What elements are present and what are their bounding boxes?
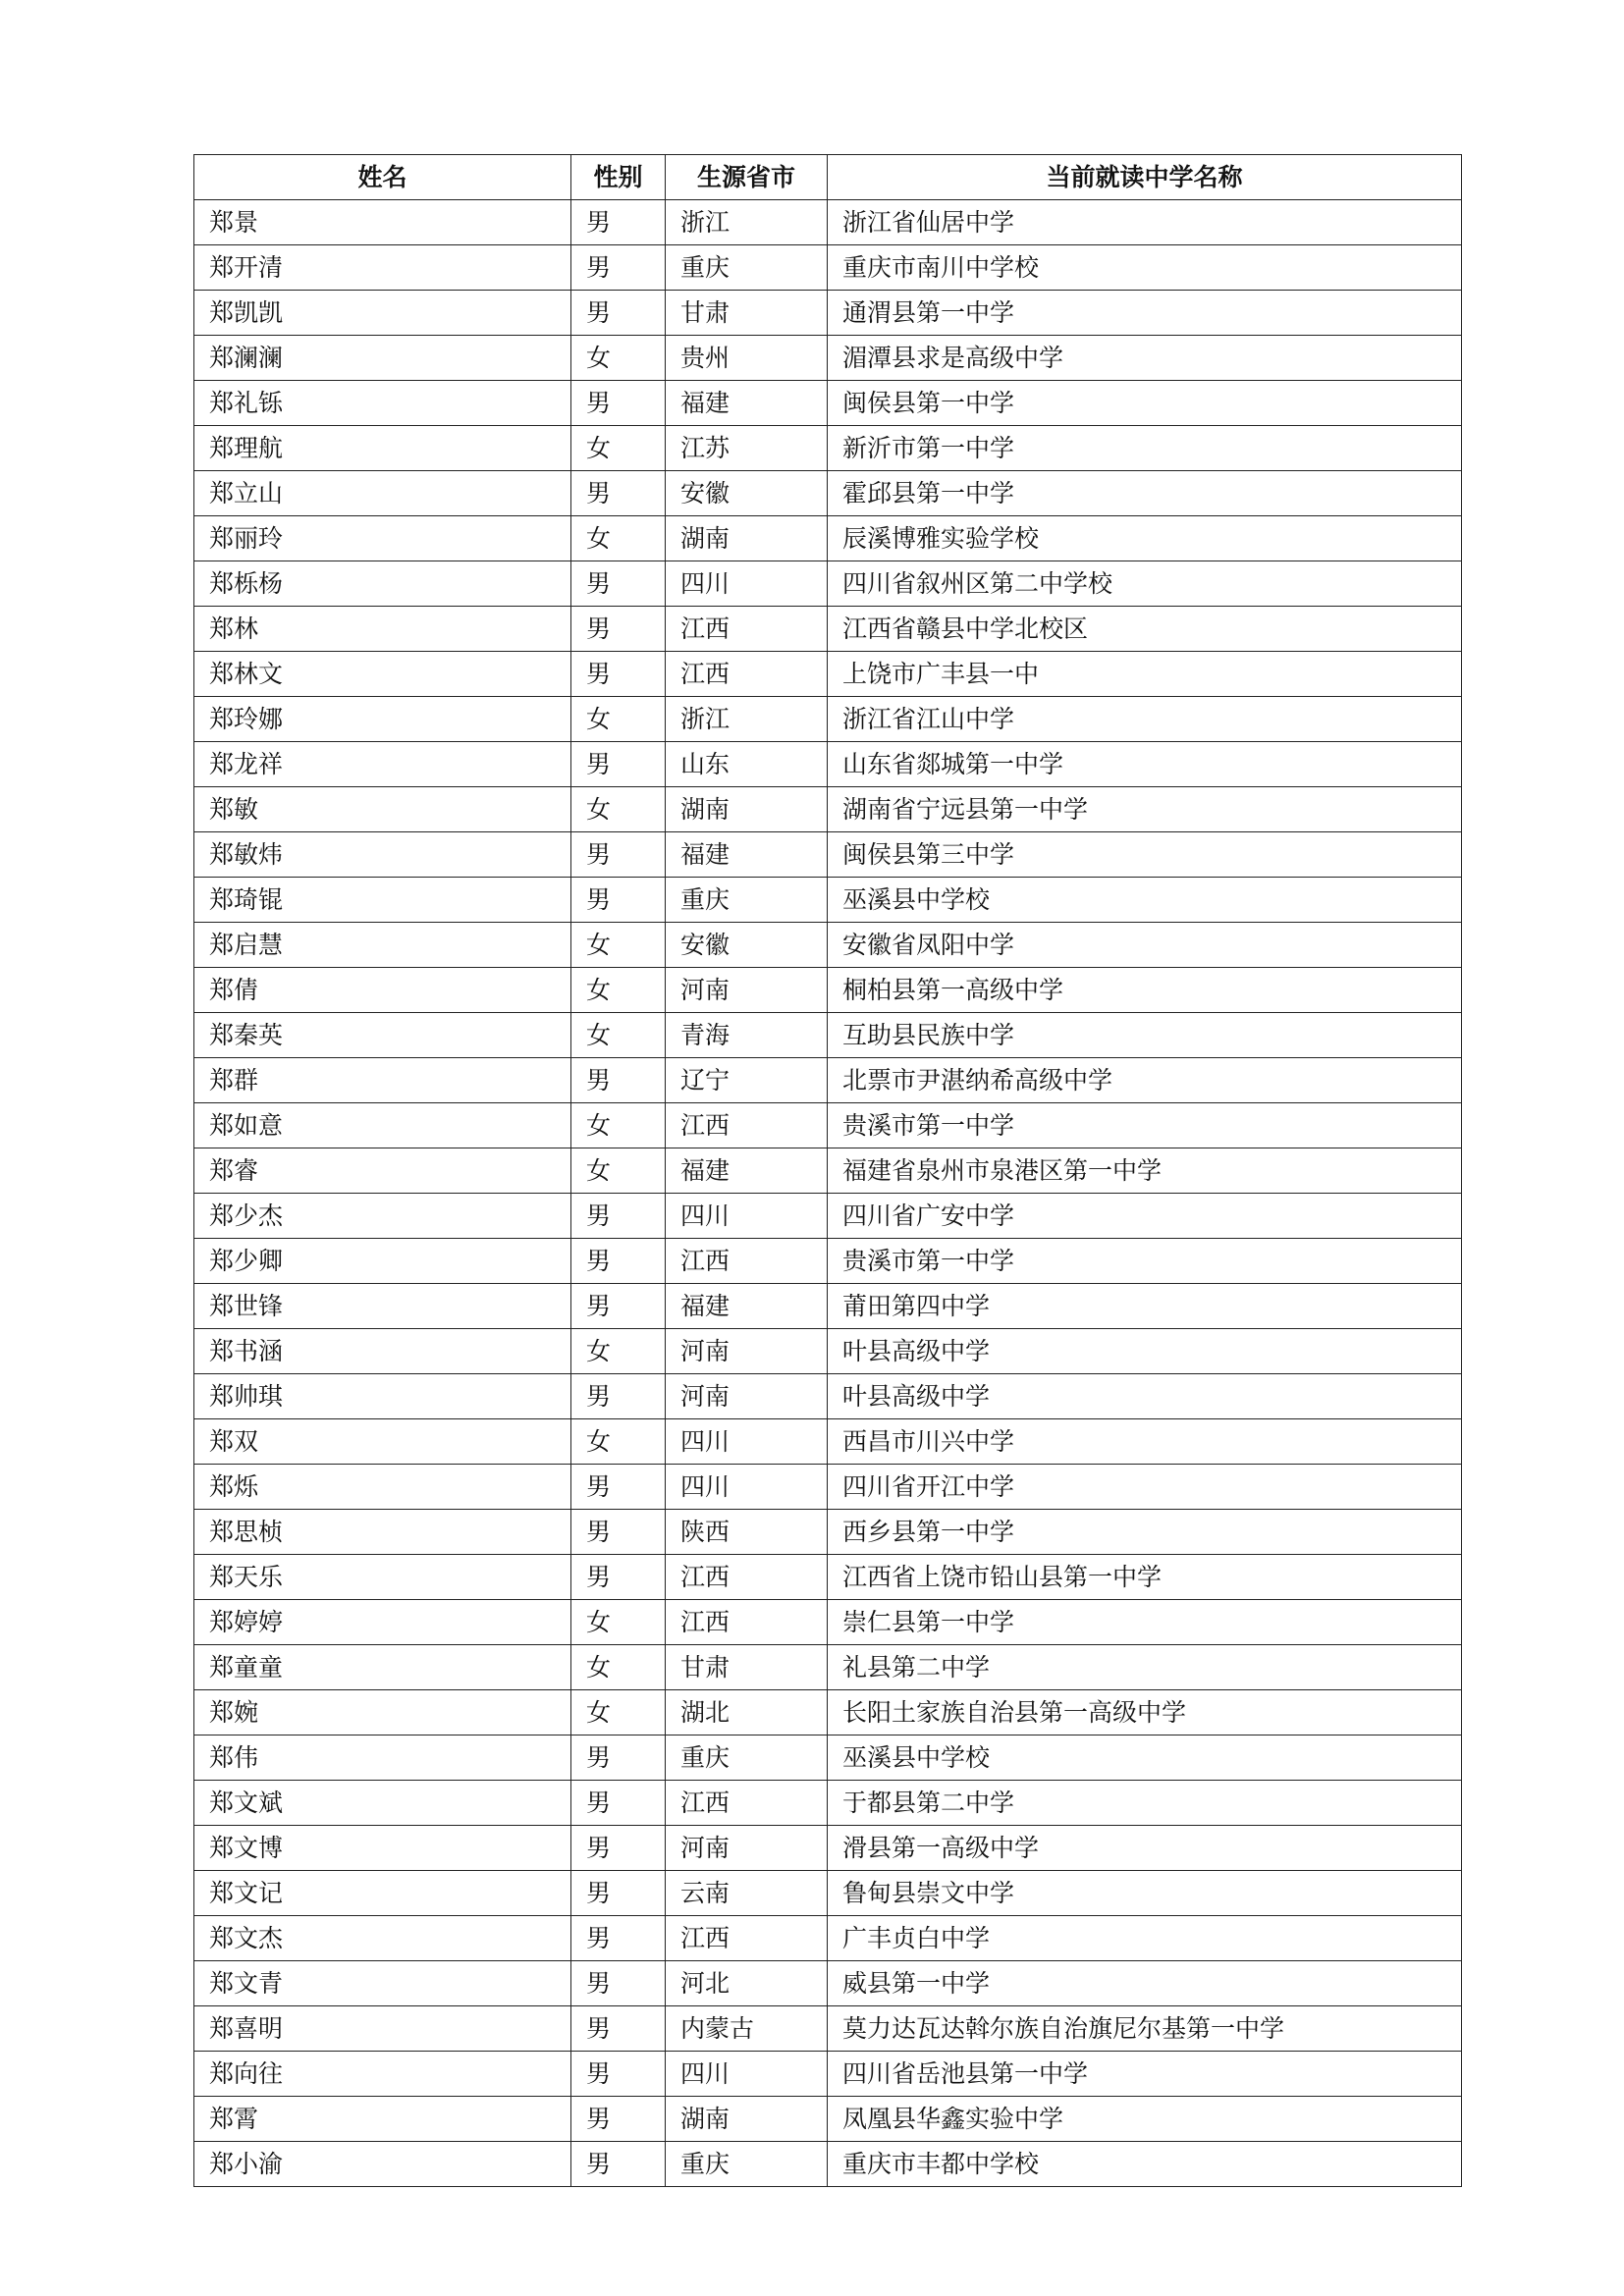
- cell-name: 郑开清: [194, 245, 571, 291]
- cell-gender: 男: [571, 878, 666, 923]
- cell-name: 郑理航: [194, 426, 571, 471]
- cell-province: 福建: [666, 381, 828, 426]
- cell-province: 河南: [666, 1374, 828, 1419]
- cell-school: 巫溪县中学校: [828, 878, 1462, 923]
- cell-gender: 女: [571, 1013, 666, 1058]
- table-row: [194, 1961, 1462, 2006]
- cell-name: 郑林: [194, 607, 571, 652]
- cell-name: 郑倩: [194, 968, 571, 1013]
- table-row: [194, 1465, 1462, 1510]
- cell-school: 四川省广安中学: [828, 1194, 1462, 1239]
- cell-province: 河南: [666, 1329, 828, 1374]
- table-row: [194, 1239, 1462, 1284]
- cell-province: 河南: [666, 1826, 828, 1871]
- cell-name: 郑立山: [194, 471, 571, 516]
- student-table: [193, 154, 1462, 2187]
- cell-school: 福建省泉州市泉港区第一中学: [828, 1148, 1462, 1194]
- cell-name: 郑世锋: [194, 1284, 571, 1329]
- cell-province: 湖南: [666, 516, 828, 561]
- cell-school: 凤凰县华鑫实验中学: [828, 2097, 1462, 2142]
- cell-name: 郑文青: [194, 1961, 571, 2006]
- cell-province: 江西: [666, 1781, 828, 1826]
- cell-province: 江西: [666, 1600, 828, 1645]
- cell-name: 郑思桢: [194, 1510, 571, 1555]
- cell-name: 郑文记: [194, 1871, 571, 1916]
- cell-school: 江西省上饶市铅山县第一中学: [828, 1555, 1462, 1600]
- table-row: [194, 1329, 1462, 1374]
- cell-province: 重庆: [666, 1735, 828, 1781]
- cell-name: 郑霄: [194, 2097, 571, 2142]
- cell-school: 湖南省宁远县第一中学: [828, 787, 1462, 832]
- cell-name: 郑伟: [194, 1735, 571, 1781]
- cell-name: 郑书涵: [194, 1329, 571, 1374]
- cell-name: 郑喜明: [194, 2006, 571, 2052]
- cell-gender: 女: [571, 923, 666, 968]
- cell-name: 郑启慧: [194, 923, 571, 968]
- cell-name: 郑丽玲: [194, 516, 571, 561]
- cell-province: 江西: [666, 652, 828, 697]
- table-row: [194, 2142, 1462, 2187]
- cell-school: 闽侯县第一中学: [828, 381, 1462, 426]
- cell-gender: 男: [571, 1961, 666, 2006]
- cell-school: 礼县第二中学: [828, 1645, 1462, 1690]
- cell-school: 浙江省江山中学: [828, 697, 1462, 742]
- table-row: [194, 245, 1462, 291]
- cell-province: 江西: [666, 1555, 828, 1600]
- cell-school: 叶县高级中学: [828, 1329, 1462, 1374]
- cell-province: 山东: [666, 742, 828, 787]
- table-row: [194, 381, 1462, 426]
- table-row: [194, 652, 1462, 697]
- cell-school: 四川省叙州区第二中学校: [828, 561, 1462, 607]
- cell-name: 郑双: [194, 1419, 571, 1465]
- table-row: [194, 561, 1462, 607]
- cell-name: 郑景: [194, 200, 571, 245]
- cell-province: 青海: [666, 1013, 828, 1058]
- cell-school: 山东省郯城第一中学: [828, 742, 1462, 787]
- cell-name: 郑龙祥: [194, 742, 571, 787]
- cell-name: 郑栎杨: [194, 561, 571, 607]
- cell-school: 通渭县第一中学: [828, 291, 1462, 336]
- cell-gender: 男: [571, 1871, 666, 1916]
- table-row: [194, 832, 1462, 878]
- cell-gender: 男: [571, 1239, 666, 1284]
- cell-province: 甘肃: [666, 1645, 828, 1690]
- cell-gender: 男: [571, 607, 666, 652]
- cell-school: 新沂市第一中学: [828, 426, 1462, 471]
- cell-school: 霍邱县第一中学: [828, 471, 1462, 516]
- cell-gender: 女: [571, 516, 666, 561]
- table-row: [194, 1826, 1462, 1871]
- cell-gender: 女: [571, 968, 666, 1013]
- cell-gender: 男: [571, 1510, 666, 1555]
- cell-province: 浙江: [666, 200, 828, 245]
- cell-province: 河南: [666, 968, 828, 1013]
- cell-school: 叶县高级中学: [828, 1374, 1462, 1419]
- cell-province: 重庆: [666, 878, 828, 923]
- table-row: [194, 878, 1462, 923]
- cell-province: 江西: [666, 1916, 828, 1961]
- table-row: [194, 1374, 1462, 1419]
- cell-province: 湖北: [666, 1690, 828, 1735]
- table-row: [194, 1284, 1462, 1329]
- cell-province: 甘肃: [666, 291, 828, 336]
- table-row: [194, 607, 1462, 652]
- cell-gender: 男: [571, 1058, 666, 1103]
- cell-school: 威县第一中学: [828, 1961, 1462, 2006]
- table-row: [194, 200, 1462, 245]
- cell-gender: 男: [571, 1781, 666, 1826]
- table-row: [194, 2006, 1462, 2052]
- cell-school: 滑县第一高级中学: [828, 1826, 1462, 1871]
- cell-province: 江西: [666, 607, 828, 652]
- cell-school: 重庆市南川中学校: [828, 245, 1462, 291]
- table-row: [194, 426, 1462, 471]
- header-row: [194, 155, 1462, 200]
- cell-school: 江西省赣县中学北校区: [828, 607, 1462, 652]
- cell-gender: 男: [571, 1735, 666, 1781]
- cell-province: 陕西: [666, 1510, 828, 1555]
- cell-province: 江西: [666, 1239, 828, 1284]
- table-row: [194, 1781, 1462, 1826]
- cell-province: 重庆: [666, 245, 828, 291]
- cell-name: 郑琦锟: [194, 878, 571, 923]
- cell-name: 郑文斌: [194, 1781, 571, 1826]
- table-row: [194, 471, 1462, 516]
- table-row: [194, 1419, 1462, 1465]
- cell-gender: 男: [571, 652, 666, 697]
- cell-name: 郑如意: [194, 1103, 571, 1148]
- cell-school: 重庆市丰都中学校: [828, 2142, 1462, 2187]
- header-province: 生源省市: [666, 155, 828, 200]
- cell-name: 郑礼铄: [194, 381, 571, 426]
- cell-province: 安徽: [666, 471, 828, 516]
- table-row: [194, 1871, 1462, 1916]
- cell-province: 福建: [666, 832, 828, 878]
- cell-name: 郑睿: [194, 1148, 571, 1194]
- cell-school: 湄潭县求是高级中学: [828, 336, 1462, 381]
- cell-name: 郑秦英: [194, 1013, 571, 1058]
- cell-school: 贵溪市第一中学: [828, 1103, 1462, 1148]
- table-row: [194, 787, 1462, 832]
- cell-school: 鲁甸县崇文中学: [828, 1871, 1462, 1916]
- cell-gender: 女: [571, 1600, 666, 1645]
- table-row: [194, 1600, 1462, 1645]
- cell-province: 福建: [666, 1148, 828, 1194]
- table-row: [194, 742, 1462, 787]
- cell-gender: 男: [571, 561, 666, 607]
- cell-school: 闽侯县第三中学: [828, 832, 1462, 878]
- cell-gender: 男: [571, 1284, 666, 1329]
- cell-gender: 女: [571, 426, 666, 471]
- cell-name: 郑童童: [194, 1645, 571, 1690]
- cell-gender: 男: [571, 1374, 666, 1419]
- cell-name: 郑澜澜: [194, 336, 571, 381]
- header-name: 姓名: [194, 155, 571, 200]
- cell-name: 郑帅琪: [194, 1374, 571, 1419]
- cell-name: 郑婉: [194, 1690, 571, 1735]
- cell-name: 郑敏炜: [194, 832, 571, 878]
- cell-gender: 男: [571, 1826, 666, 1871]
- cell-name: 郑凯凯: [194, 291, 571, 336]
- cell-school: 安徽省凤阳中学: [828, 923, 1462, 968]
- table-row: [194, 2052, 1462, 2097]
- cell-gender: 女: [571, 1148, 666, 1194]
- cell-province: 福建: [666, 1284, 828, 1329]
- table-row: [194, 1690, 1462, 1735]
- cell-province: 河北: [666, 1961, 828, 2006]
- cell-school: 四川省开江中学: [828, 1465, 1462, 1510]
- cell-province: 辽宁: [666, 1058, 828, 1103]
- cell-school: 西乡县第一中学: [828, 1510, 1462, 1555]
- cell-name: 郑文杰: [194, 1916, 571, 1961]
- header-school: 当前就读中学名称: [828, 155, 1462, 200]
- cell-gender: 男: [571, 1555, 666, 1600]
- cell-name: 郑天乐: [194, 1555, 571, 1600]
- cell-name: 郑少卿: [194, 1239, 571, 1284]
- cell-name: 郑少杰: [194, 1194, 571, 1239]
- table-row: [194, 1148, 1462, 1194]
- table-row: [194, 291, 1462, 336]
- cell-province: 四川: [666, 2052, 828, 2097]
- cell-gender: 女: [571, 1329, 666, 1374]
- cell-province: 四川: [666, 1194, 828, 1239]
- cell-school: 崇仁县第一中学: [828, 1600, 1462, 1645]
- cell-province: 安徽: [666, 923, 828, 968]
- cell-province: 贵州: [666, 336, 828, 381]
- cell-province: 江西: [666, 1103, 828, 1148]
- cell-province: 四川: [666, 561, 828, 607]
- cell-province: 湖南: [666, 787, 828, 832]
- cell-name: 郑敏: [194, 787, 571, 832]
- cell-name: 郑烁: [194, 1465, 571, 1510]
- cell-school: 浙江省仙居中学: [828, 200, 1462, 245]
- cell-name: 郑小渝: [194, 2142, 571, 2187]
- cell-province: 湖南: [666, 2097, 828, 2142]
- cell-school: 长阳土家族自治县第一高级中学: [828, 1690, 1462, 1735]
- table-row: [194, 336, 1462, 381]
- cell-school: 于都县第二中学: [828, 1781, 1462, 1826]
- cell-name: 郑群: [194, 1058, 571, 1103]
- table-row: [194, 2097, 1462, 2142]
- cell-gender: 男: [571, 1916, 666, 1961]
- table-row: [194, 516, 1462, 561]
- cell-name: 郑向往: [194, 2052, 571, 2097]
- cell-gender: 男: [571, 1465, 666, 1510]
- cell-name: 郑文博: [194, 1826, 571, 1871]
- cell-gender: 男: [571, 2006, 666, 2052]
- cell-gender: 男: [571, 2052, 666, 2097]
- cell-gender: 男: [571, 200, 666, 245]
- cell-school: 西昌市川兴中学: [828, 1419, 1462, 1465]
- table-row: [194, 968, 1462, 1013]
- cell-gender: 女: [571, 1103, 666, 1148]
- cell-gender: 女: [571, 1645, 666, 1690]
- table-row: [194, 1735, 1462, 1781]
- cell-province: 云南: [666, 1871, 828, 1916]
- cell-school: 贵溪市第一中学: [828, 1239, 1462, 1284]
- cell-gender: 男: [571, 381, 666, 426]
- cell-province: 四川: [666, 1465, 828, 1510]
- cell-gender: 女: [571, 1419, 666, 1465]
- cell-school: 莫力达瓦达斡尔族自治旗尼尔基第一中学: [828, 2006, 1462, 2052]
- table-row: [194, 923, 1462, 968]
- cell-school: 莆田第四中学: [828, 1284, 1462, 1329]
- cell-gender: 男: [571, 245, 666, 291]
- cell-name: 郑林文: [194, 652, 571, 697]
- table-row: [194, 1013, 1462, 1058]
- table-row: [194, 1103, 1462, 1148]
- cell-school: 广丰贞白中学: [828, 1916, 1462, 1961]
- cell-gender: 女: [571, 336, 666, 381]
- cell-gender: 女: [571, 697, 666, 742]
- table-row: [194, 1194, 1462, 1239]
- cell-school: 四川省岳池县第一中学: [828, 2052, 1462, 2097]
- cell-school: 上饶市广丰县一中: [828, 652, 1462, 697]
- cell-gender: 男: [571, 2097, 666, 2142]
- cell-gender: 男: [571, 742, 666, 787]
- table-row: [194, 1510, 1462, 1555]
- cell-province: 江苏: [666, 426, 828, 471]
- header-gender: 性别: [571, 155, 666, 200]
- table-row: [194, 1058, 1462, 1103]
- cell-province: 内蒙古: [666, 2006, 828, 2052]
- table-row: [194, 1555, 1462, 1600]
- cell-gender: 女: [571, 787, 666, 832]
- table-row: [194, 1916, 1462, 1961]
- cell-gender: 男: [571, 2142, 666, 2187]
- cell-gender: 男: [571, 1194, 666, 1239]
- cell-province: 浙江: [666, 697, 828, 742]
- cell-school: 互助县民族中学: [828, 1013, 1462, 1058]
- cell-gender: 男: [571, 832, 666, 878]
- cell-gender: 男: [571, 471, 666, 516]
- cell-gender: 男: [571, 291, 666, 336]
- cell-gender: 女: [571, 1690, 666, 1735]
- cell-province: 重庆: [666, 2142, 828, 2187]
- cell-name: 郑玲娜: [194, 697, 571, 742]
- cell-school: 巫溪县中学校: [828, 1735, 1462, 1781]
- cell-school: 桐柏县第一高级中学: [828, 968, 1462, 1013]
- cell-province: 四川: [666, 1419, 828, 1465]
- table-row: [194, 1645, 1462, 1690]
- cell-name: 郑婷婷: [194, 1600, 571, 1645]
- cell-school: 辰溪博雅实验学校: [828, 516, 1462, 561]
- table-row: [194, 697, 1462, 742]
- cell-school: 北票市尹湛纳希高级中学: [828, 1058, 1462, 1103]
